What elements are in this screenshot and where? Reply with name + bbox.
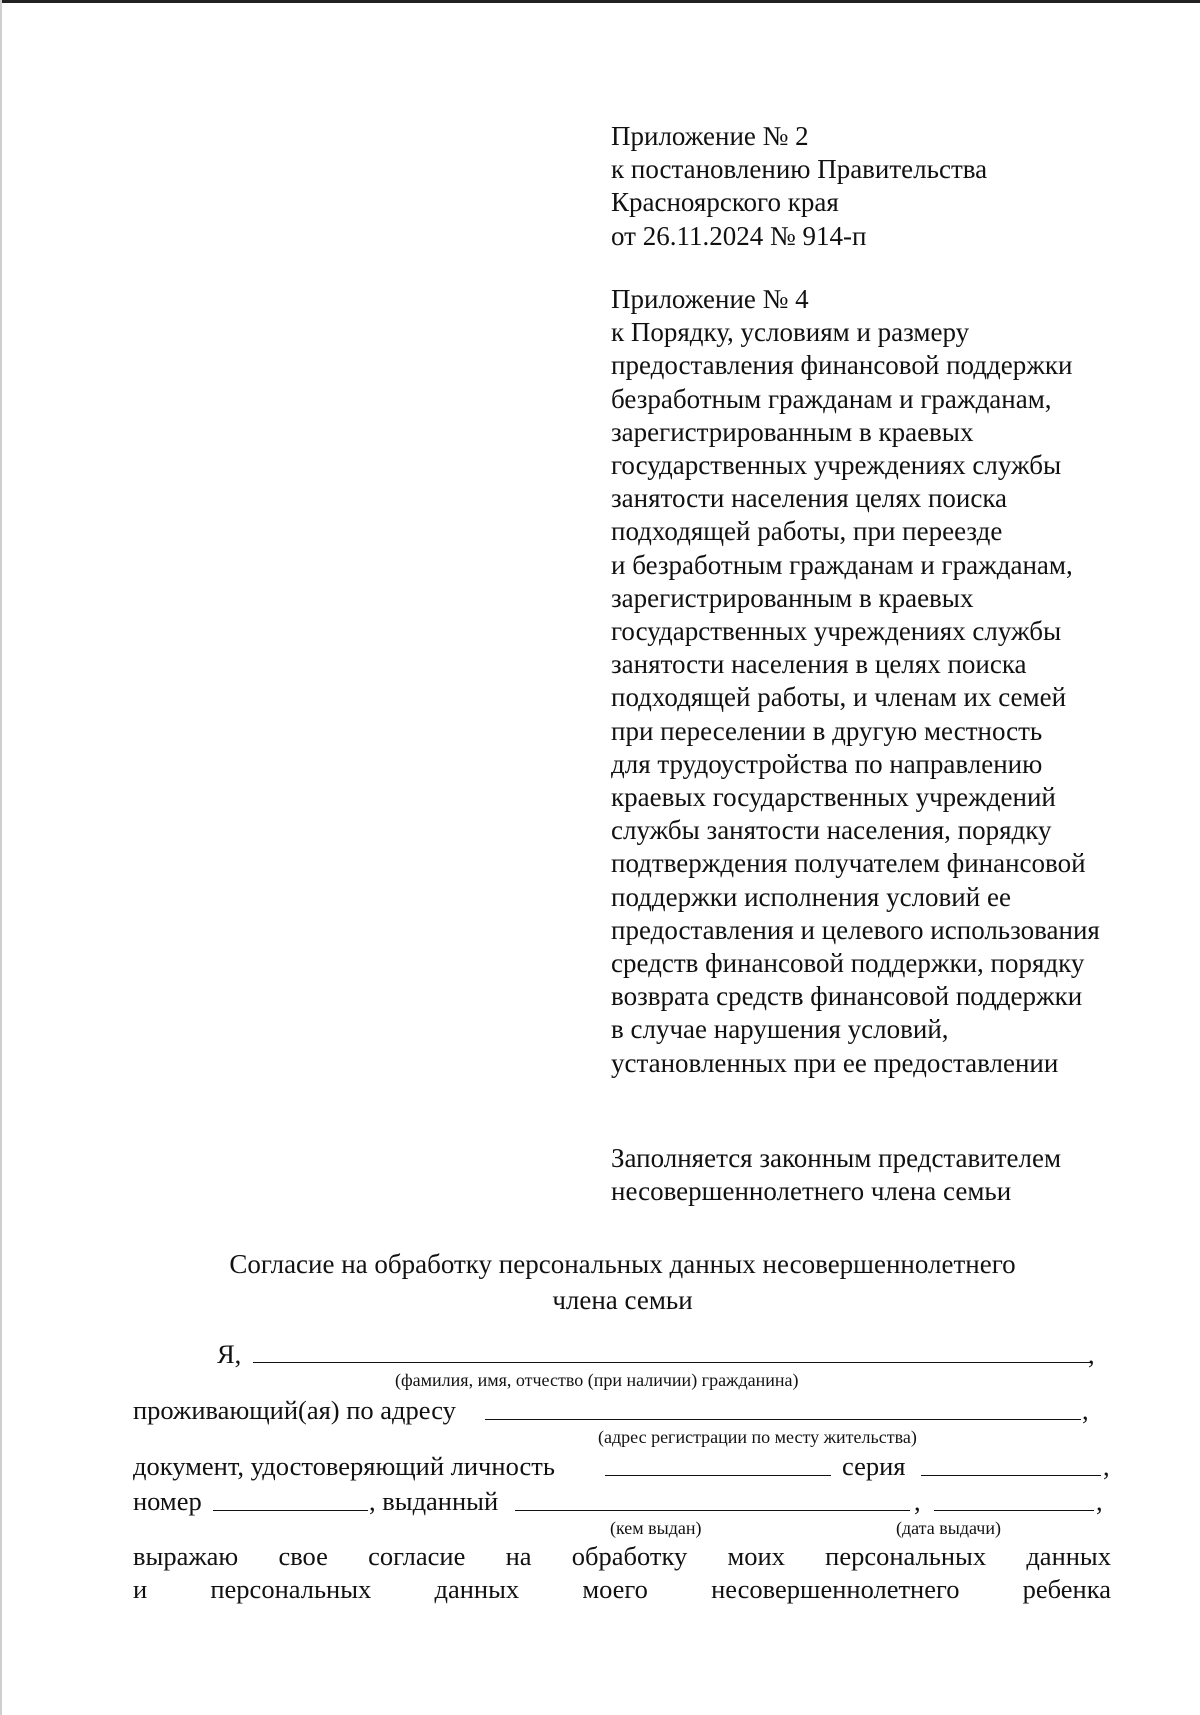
consent-word: персональных <box>210 1574 372 1604</box>
address-caption: (адрес регистрации по месту жительства) <box>598 1427 917 1447</box>
consent-word: данных <box>1026 1541 1111 1571</box>
issued-by-field-line[interactable] <box>515 1510 910 1511</box>
appendix-4-line: установленных при ее предоставлении <box>611 1047 1059 1078</box>
consent-word: обработку <box>571 1541 688 1571</box>
consent-word: моего <box>582 1574 648 1604</box>
appendix-4-line: поддержки исполнения условий ее <box>611 881 1011 912</box>
appendix-2-block <box>611 120 1200 253</box>
issue-date-caption: (дата выдачи) <box>896 1518 1001 1538</box>
appendix-4-line: службы занятости населения, порядку <box>611 815 1052 846</box>
address-comma: , <box>1082 1395 1089 1425</box>
consent-word: и <box>133 1574 148 1604</box>
document-label: документ, удостоверяющий личность <box>133 1451 555 1481</box>
i-label: Я, <box>217 1339 242 1369</box>
consent-word: выражаю <box>133 1541 239 1571</box>
series-comma: , <box>1103 1451 1110 1481</box>
appendix-4-line: подходящей работы, при переезде <box>611 516 1003 547</box>
appendix-4-line: возврата средств финансовой поддержки <box>611 981 1083 1012</box>
full-name-field-line[interactable] <box>253 1362 1090 1363</box>
consent-word: персональных <box>825 1541 987 1571</box>
appendix-4-line: к Порядку, условиям и размеру <box>611 317 970 348</box>
appendix-4-line: безработным гражданам и гражданам, <box>611 383 1052 414</box>
fill-instruction-note <box>611 1142 1200 1208</box>
address-field-line[interactable] <box>485 1419 1081 1420</box>
issued-by-caption: (кем выдан) <box>610 1518 702 1538</box>
appendix-4-line: зарегистрированным в краевых <box>611 416 974 447</box>
appendix-2-line: Красноярского края <box>611 187 839 218</box>
consent-word: ребенка <box>1022 1574 1111 1604</box>
consent-word: согласие <box>368 1541 466 1571</box>
number-label: номер <box>133 1486 202 1516</box>
issued-by-comma: , <box>914 1486 921 1516</box>
name-caption: (фамилия, имя, отчество (при наличии) гражданина) <box>395 1370 799 1390</box>
appendix-4-line: в случае нарушения условий, <box>611 1014 949 1045</box>
appendix-4-line: занятости населения в целях поиска <box>611 649 1027 680</box>
appendix-4-line: краевых государственных учреждений <box>611 782 1056 813</box>
consent-word: на <box>505 1541 532 1571</box>
document-type-field-line[interactable] <box>605 1475 831 1476</box>
consent-text-line-2 <box>133 1573 1111 1605</box>
consent-title-line-1: Согласие на обработку персональных данных несовершеннолетнего <box>229 1249 1016 1279</box>
appendix-4-line: подходящей работы, и членам их семей <box>611 682 1067 713</box>
fill-note-line: Заполняется законным представителем <box>611 1143 1062 1173</box>
consent-word: данных <box>434 1574 520 1604</box>
appendix-4-block <box>611 283 1200 1080</box>
consent-word: несовершеннолетнего <box>711 1574 960 1604</box>
consent-title-line-2: члена семьи <box>552 1285 693 1315</box>
appendix-4-line: предоставления финансовой поддержки <box>611 350 1073 381</box>
consent-word: моих <box>727 1541 785 1571</box>
appendix-2-line: от 26.11.2024 № 914-п <box>611 220 867 251</box>
address-label: проживающий(ая) по адресу <box>133 1395 456 1425</box>
consent-word: свое <box>278 1541 328 1571</box>
series-label: серия <box>842 1451 906 1481</box>
appendix-4-line: государственных учреждениях службы <box>611 450 1062 481</box>
issue-date-comma: , <box>1096 1486 1103 1516</box>
appendix-4-line: для трудоустройства по направлению <box>611 748 1043 779</box>
appendix-2-line: Приложение № 2 <box>611 121 809 151</box>
appendix-4-line: зарегистрированным в краевых <box>611 582 974 613</box>
fill-note-line: несовершеннолетнего члена семьи <box>611 1176 1012 1207</box>
appendix-4-line: средств финансовой поддержки, порядку <box>611 948 1085 979</box>
document-number-field-line[interactable] <box>213 1510 368 1511</box>
appendix-4-line: подтверждения получателем финансовой <box>611 848 1086 879</box>
issue-date-field-line[interactable] <box>934 1510 1094 1511</box>
appendix-2-line: к постановлению Правительства <box>611 154 988 185</box>
scan-top-edge <box>0 0 1200 3</box>
name-comma: , <box>1088 1339 1095 1369</box>
appendix-4-line: предоставления и целевого использования <box>611 914 1100 945</box>
scan-left-edge <box>0 0 2 1715</box>
series-field-line[interactable] <box>921 1475 1101 1476</box>
issued-label: , выданный <box>369 1486 499 1516</box>
appendix-4-line: и безработным гражданам и гражданам, <box>611 549 1073 580</box>
consent-text-line-1 <box>133 1540 1111 1572</box>
appendix-4-line: государственных учреждениях службы <box>611 616 1062 647</box>
appendix-4-line: занятости населения целях поиска <box>611 483 1008 514</box>
appendix-4-line: при переселении в другую местность <box>611 715 1043 746</box>
appendix-4-line: Приложение № 4 <box>611 284 809 314</box>
